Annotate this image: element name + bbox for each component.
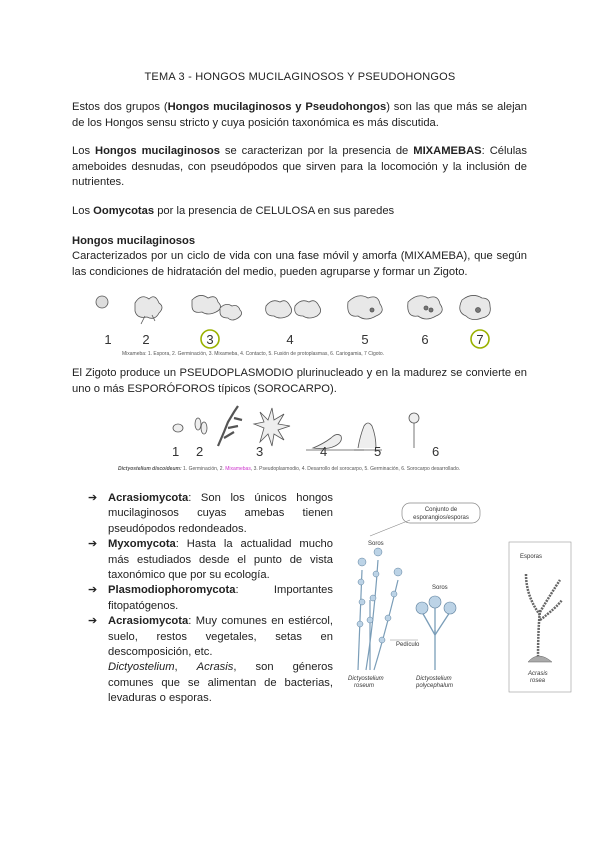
fig1-number: 2 (142, 332, 150, 347)
intro-paragraph: Estos dos grupos (Hongos mucilaginosos y Pseudohongos) son las que más se alejan de los Hongos sensu stricto y cuya posición taxonómica es más discutida. (72, 101, 527, 129)
oomycota-paragraph: Los Oomycotas por la presencia de CELULOSA en sus paredes (72, 205, 395, 217)
species-label: Dictyostelium (416, 676, 452, 682)
mucilaginous-definition: Los Hongos mucilaginosos se caracterizan por la presencia de MIXAMEBAS: Células ameboides desnudas, con pseudópodos que sirven para la locomoción y la inclusión de nutrientes. (72, 145, 528, 188)
list-item: ➔ Acrasiomycota: Son los únicos hongos mucilaginosos cuyas amebas tienen pseudópodos redondeados. (88, 492, 333, 535)
esporas-label: Esporas (520, 554, 543, 560)
sorocarp-figure (340, 500, 575, 700)
fig2-number: 3 (256, 444, 264, 459)
myxameba-cycle-illustration (90, 288, 510, 352)
svg-text:polycephalum: polycephalum (416, 683, 454, 689)
soros-label: Soros (432, 585, 448, 591)
page-title: TEMA 3 - HONGOS MUCILAGINOSOS Y PSEUDOHONGOS (144, 71, 456, 83)
dictyostelium-figure (118, 398, 478, 478)
life-cycle-paragraph: Caracterizados por un ciclo de vida con una fase móvil y amorfa (MIXAMEBA), que según las condiciones de hidratación del medio, pueden agruparse y formar un Zigoto. (72, 250, 527, 278)
fig1-number: 1 (104, 332, 112, 347)
arrow-icon: ➔ (88, 584, 98, 597)
arrow-icon: ➔ (88, 492, 98, 504)
fig1-number: 6 (421, 332, 429, 347)
species-label: Dictyostelium (348, 676, 384, 682)
fig1-number: 5 (361, 332, 369, 347)
section-heading: Hongos mucilaginosos (72, 235, 196, 247)
fig1-number: 3 (206, 332, 214, 347)
dictyostelium-illustration (118, 398, 478, 466)
callout-label: Conjunto de (424, 507, 458, 513)
arrow-icon: ➔ (88, 615, 98, 628)
pseudoplasmodium-paragraph: El Zigoto produce un PSEUDOPLASMODIO plurinucleado y en la madurez se convierte en uno o más ESPORÓFOROS típicos (SOROCARPO). (72, 367, 527, 395)
genera-note: Dictyostelium, Acrasis, son géneros comunes que se alimentan de bacterias, levaduras o esporas. (108, 661, 333, 705)
fig2-number: 5 (374, 444, 382, 459)
phylum-list (88, 491, 333, 707)
sorocarp-illustration (340, 500, 575, 700)
fig2-number: 4 (320, 444, 328, 459)
list-item: ➔ Acrasiomycota: Muy comunes en estiércol, suelo, restos vegetales, setas en descomposición, etc. (88, 615, 333, 659)
fig2-number: 2 (196, 444, 204, 459)
fig2-caption: Dictyostelium discoideum: 1. Germinación, 2. Mixamebas, 3. Pseudoplasmodio, 4. Desarrollo del sorocarpo, 5. Germinación, 6. Sorocarpo desarrollado. (118, 466, 461, 472)
fig1-number: 7 (476, 332, 484, 347)
arrow-icon: ➔ (88, 538, 98, 551)
list-item: ➔ Myxomycota: Hasta la actualidad mucho más estudiados desde el punto de vista taxonómico que por su ecología. (88, 538, 333, 582)
fig2-number: 1 (172, 444, 180, 459)
svg-text:roseum: roseum (354, 683, 375, 689)
myxameba-cycle-figure (90, 288, 510, 360)
svg-text:esporangios/esporas: esporangios/esporas (413, 515, 469, 521)
pedicel-label: Pedículo (396, 642, 420, 648)
fig1-number: 4 (286, 332, 294, 347)
fig2-number: 6 (432, 444, 440, 459)
fig1-caption: Mixameba: 1. Espora, 2. Germinación, 3. Mixameba, 4. Contacto, 5. Fusión de protoplasmas, 6. Cariogamia, 7 Cigoto. (122, 351, 385, 357)
svg-text:rosea: rosea (530, 678, 546, 684)
species-label: Acrasis (528, 671, 548, 677)
soros-label: Soros (368, 541, 384, 547)
list-item: ➔ Plasmodiophoromycota: Importantes fitopatógenos. (88, 584, 333, 612)
